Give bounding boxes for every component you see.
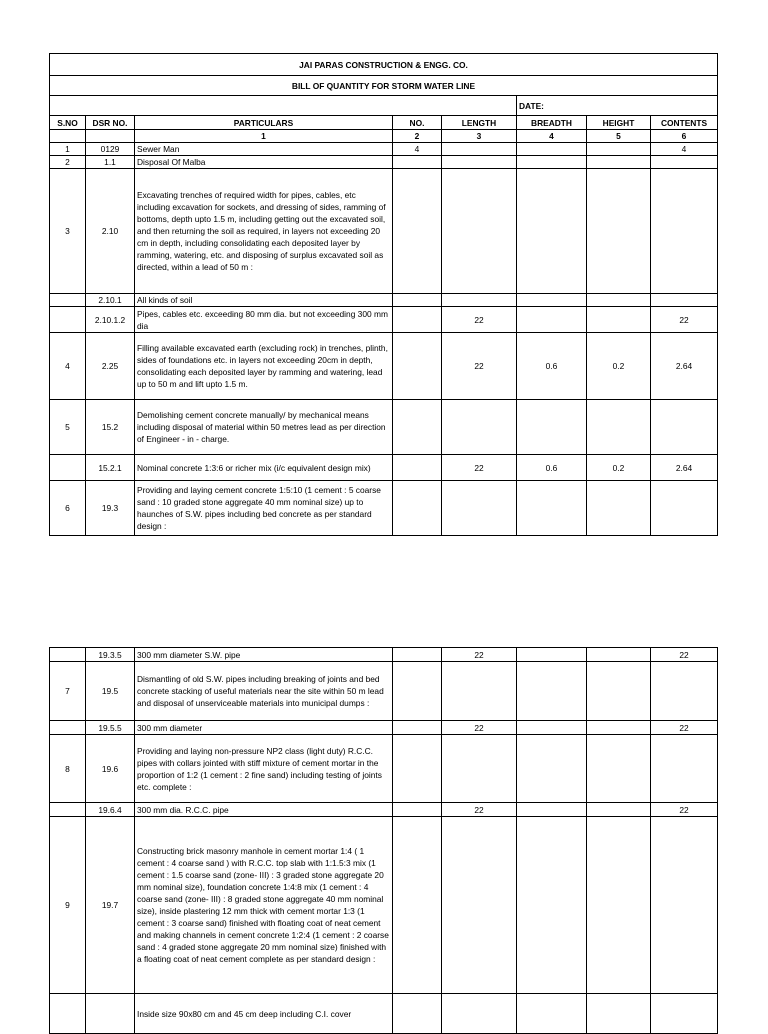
cell-breadth [517, 307, 587, 333]
col-number-contents: 6 [651, 130, 718, 143]
cell-length: 22 [442, 803, 517, 817]
cell-breadth: 0.6 [517, 333, 587, 400]
cell-particulars: 300 mm diameter S.W. pipe [135, 648, 393, 662]
cell-particulars: Providing and laying non-pressure NP2 class (light duty) R.C.C. pipes with collars jointed with stiff mixture of cement mortar in the proportion of 1:2 (1 cement : 2 fine sand) including testing of joints etc. complete : [135, 735, 393, 803]
cell-particulars: Inside size 90x80 cm and 45 cm deep including C.I. cover [135, 994, 393, 1034]
cell-dsr: 15.2 [86, 400, 135, 455]
cell-contents: 2.64 [651, 455, 718, 481]
col-number-length: 3 [442, 130, 517, 143]
cell-length: 22 [442, 333, 517, 400]
cell-dsr [86, 994, 135, 1034]
cell-breadth [517, 648, 587, 662]
cell-particulars: Dismantling of old S.W. pipes including breaking of joints and bed concrete stacking of useful materials near the site within 50 m lead and disposal of unserviceable materials into municipal dumps : [135, 662, 393, 721]
cell-sno: 3 [50, 169, 86, 294]
cell-dsr: 19.3 [86, 481, 135, 536]
cell-sno [50, 307, 86, 333]
table-row [50, 803, 718, 817]
cell-contents [651, 994, 718, 1034]
cell-sno: 2 [50, 156, 86, 169]
cell-length [442, 817, 517, 994]
cell-sno: 4 [50, 333, 86, 400]
cell-height [587, 169, 651, 294]
cell-height [587, 143, 651, 156]
col-number-particulars: 1 [135, 130, 393, 143]
cell-no [393, 648, 442, 662]
cell-sno [50, 294, 86, 307]
cell-height: 0.2 [587, 455, 651, 481]
cell-height [587, 817, 651, 994]
table-row [50, 481, 718, 536]
cell-dsr: 19.3.5 [86, 648, 135, 662]
cell-height [587, 481, 651, 536]
cell-length: 22 [442, 455, 517, 481]
cell-sno [50, 648, 86, 662]
cell-particulars: Excavating trenches of required width for pipes, cables, etc including excavation for sockets, and dressing of sides, ramming of bottoms, depth upto 1.5 m, including getting out the excavated soil, and then returning the soil as required, in layers not exceeding 20 cm in depth, including consolidating each deposited layer by ramming, watering, etc. and disposing of surplus excavated soil as directed, within a lead of 50 m : [135, 169, 393, 294]
date-label: DATE: [517, 96, 718, 116]
col-number-blank [86, 130, 135, 143]
cell-no [393, 735, 442, 803]
cell-breadth [517, 662, 587, 721]
cell-contents [651, 817, 718, 994]
cell-length [442, 294, 517, 307]
cell-dsr: 1.1 [86, 156, 135, 169]
table-row [50, 143, 718, 156]
cell-particulars: All kinds of soil [135, 294, 393, 307]
table-row [50, 156, 718, 169]
cell-length [442, 169, 517, 294]
col-header-breadth: BREADTH [517, 116, 587, 130]
col-header-length: LENGTH [442, 116, 517, 130]
cell-breadth [517, 481, 587, 536]
table-row [50, 400, 718, 455]
cell-breadth [517, 294, 587, 307]
cell-sno: 6 [50, 481, 86, 536]
cell-dsr: 19.5 [86, 662, 135, 721]
col-number-height: 5 [587, 130, 651, 143]
boq-table-page-1 [49, 53, 718, 536]
col-header-dsr: DSR NO. [86, 116, 135, 130]
document-title: BILL OF QUANTITY FOR STORM WATER LINE [50, 76, 718, 96]
cell-breadth [517, 721, 587, 735]
cell-breadth [517, 803, 587, 817]
cell-particulars: 300 mm dia. R.C.C. pipe [135, 803, 393, 817]
cell-dsr: 19.6 [86, 735, 135, 803]
cell-sno: 1 [50, 143, 86, 156]
cell-contents [651, 294, 718, 307]
table-row [50, 994, 718, 1034]
cell-no [393, 169, 442, 294]
company-name: JAI PARAS CONSTRUCTION & ENGG. CO. [50, 54, 718, 76]
cell-height: 0.2 [587, 333, 651, 400]
cell-contents: 22 [651, 307, 718, 333]
cell-height [587, 648, 651, 662]
cell-length [442, 481, 517, 536]
cell-dsr: 2.10.1.2 [86, 307, 135, 333]
cell-no: 4 [393, 143, 442, 156]
cell-height [587, 294, 651, 307]
cell-length [442, 143, 517, 156]
cell-breadth [517, 156, 587, 169]
col-header-sno: S.NO [50, 116, 86, 130]
cell-particulars: Sewer Man [135, 143, 393, 156]
cell-contents [651, 481, 718, 536]
cell-breadth [517, 994, 587, 1034]
col-header-particulars: PARTICULARS [135, 116, 393, 130]
cell-no [393, 455, 442, 481]
col-header-contents: CONTENTS [651, 116, 718, 130]
cell-height [587, 803, 651, 817]
cell-contents: 2.64 [651, 333, 718, 400]
cell-no [393, 994, 442, 1034]
cell-particulars: Providing and laying cement concrete 1:5:10 (1 cement : 5 coarse sand : 10 graded stone aggregate 40 mm nominal size) up to haunches of S.W. pipes including bed concrete as per standard design : [135, 481, 393, 536]
cell-dsr: 0129 [86, 143, 135, 156]
col-number-no: 2 [393, 130, 442, 143]
table-row [50, 333, 718, 400]
cell-sno: 8 [50, 735, 86, 803]
cell-breadth: 0.6 [517, 455, 587, 481]
cell-no [393, 803, 442, 817]
cell-dsr: 19.6.4 [86, 803, 135, 817]
cell-dsr: 2.25 [86, 333, 135, 400]
cell-no [393, 481, 442, 536]
cell-particulars: Pipes, cables etc. exceeding 80 mm dia. but not exceeding 300 mm dia [135, 307, 393, 333]
table-row [50, 455, 718, 481]
cell-height [587, 735, 651, 803]
col-number-breadth: 4 [517, 130, 587, 143]
cell-contents [651, 735, 718, 803]
cell-breadth [517, 143, 587, 156]
cell-contents: 4 [651, 143, 718, 156]
cell-length: 22 [442, 648, 517, 662]
cell-contents: 22 [651, 648, 718, 662]
cell-length [442, 156, 517, 169]
cell-no [393, 294, 442, 307]
cell-contents [651, 156, 718, 169]
table-row [50, 169, 718, 294]
cell-breadth [517, 817, 587, 994]
cell-sno: 7 [50, 662, 86, 721]
cell-no [393, 307, 442, 333]
cell-height [587, 721, 651, 735]
cell-length [442, 735, 517, 803]
cell-length: 22 [442, 307, 517, 333]
cell-sno [50, 721, 86, 735]
cell-length [442, 400, 517, 455]
cell-particulars: Demolishing cement concrete manually/ by mechanical means including disposal of material within 50 metres lead as per direction of Engineer - in - charge. [135, 400, 393, 455]
cell-contents [651, 400, 718, 455]
cell-sno [50, 994, 86, 1034]
cell-breadth [517, 400, 587, 455]
col-header-no: NO. [393, 116, 442, 130]
cell-breadth [517, 169, 587, 294]
cell-height [587, 307, 651, 333]
col-header-height: HEIGHT [587, 116, 651, 130]
cell-breadth [517, 735, 587, 803]
cell-no [393, 400, 442, 455]
cell-dsr: 19.7 [86, 817, 135, 994]
cell-height [587, 994, 651, 1034]
col-number-blank [50, 130, 86, 143]
cell-no [393, 333, 442, 400]
boq-table-page-2 [49, 647, 718, 1034]
table-row [50, 735, 718, 803]
cell-particulars: Disposal Of Malba [135, 156, 393, 169]
table-row [50, 648, 718, 662]
cell-height [587, 662, 651, 721]
cell-dsr: 2.10.1 [86, 294, 135, 307]
cell-particulars: 300 mm diameter [135, 721, 393, 735]
table-row [50, 307, 718, 333]
cell-length: 22 [442, 721, 517, 735]
cell-contents: 22 [651, 803, 718, 817]
cell-no [393, 817, 442, 994]
cell-no [393, 156, 442, 169]
cell-sno: 9 [50, 817, 86, 994]
table-row [50, 294, 718, 307]
cell-particulars: Nominal concrete 1:3:6 or richer mix (i/c equivalent design mix) [135, 455, 393, 481]
cell-sno: 5 [50, 400, 86, 455]
cell-particulars: Filling available excavated earth (excluding rock) in trenches, plinth, sides of foundations etc. in layers not exceeding 20cm in depth, consolidating each deposited layer by ramming and watering, lead up to 50 m and lift upto 1.5 m. [135, 333, 393, 400]
cell-contents [651, 662, 718, 721]
cell-no [393, 662, 442, 721]
cell-dsr: 15.2.1 [86, 455, 135, 481]
cell-no [393, 721, 442, 735]
table-row [50, 662, 718, 721]
cell-length [442, 662, 517, 721]
cell-length [442, 994, 517, 1034]
blank-cell [50, 96, 517, 116]
table-row [50, 721, 718, 735]
cell-sno [50, 803, 86, 817]
cell-dsr: 19.5.5 [86, 721, 135, 735]
cell-contents [651, 169, 718, 294]
cell-sno [50, 455, 86, 481]
cell-height [587, 400, 651, 455]
cell-dsr: 2.10 [86, 169, 135, 294]
cell-particulars: Constructing brick masonry manhole in cement mortar 1:4 ( 1 cement : 4 coarse sand ) with R.C.C. top slab with 1:1.5:3 mix (1 cement : 1.5 coarse sand (zone- III) : 3 graded stone aggregate 20 mm nominal size), foundation concrete 1:4:8 mix (1 cement : 4 coarse sand (zone- III) : 8 graded stone aggregate 40 mm nominal size), inside plastering 12 mm thick with cement mortar 1:3 (1 cement : 3 coarse sand) finished with floating coat of neat cement and making channels in cement concrete 1:2:4 (1 cement : 2 coarse sand : 4 graded stone aggregate 20 mm nominal size) finished with a floating coat of neat cement complete as per standard design : [135, 817, 393, 994]
cell-height [587, 156, 651, 169]
table-row [50, 817, 718, 994]
cell-contents: 22 [651, 721, 718, 735]
